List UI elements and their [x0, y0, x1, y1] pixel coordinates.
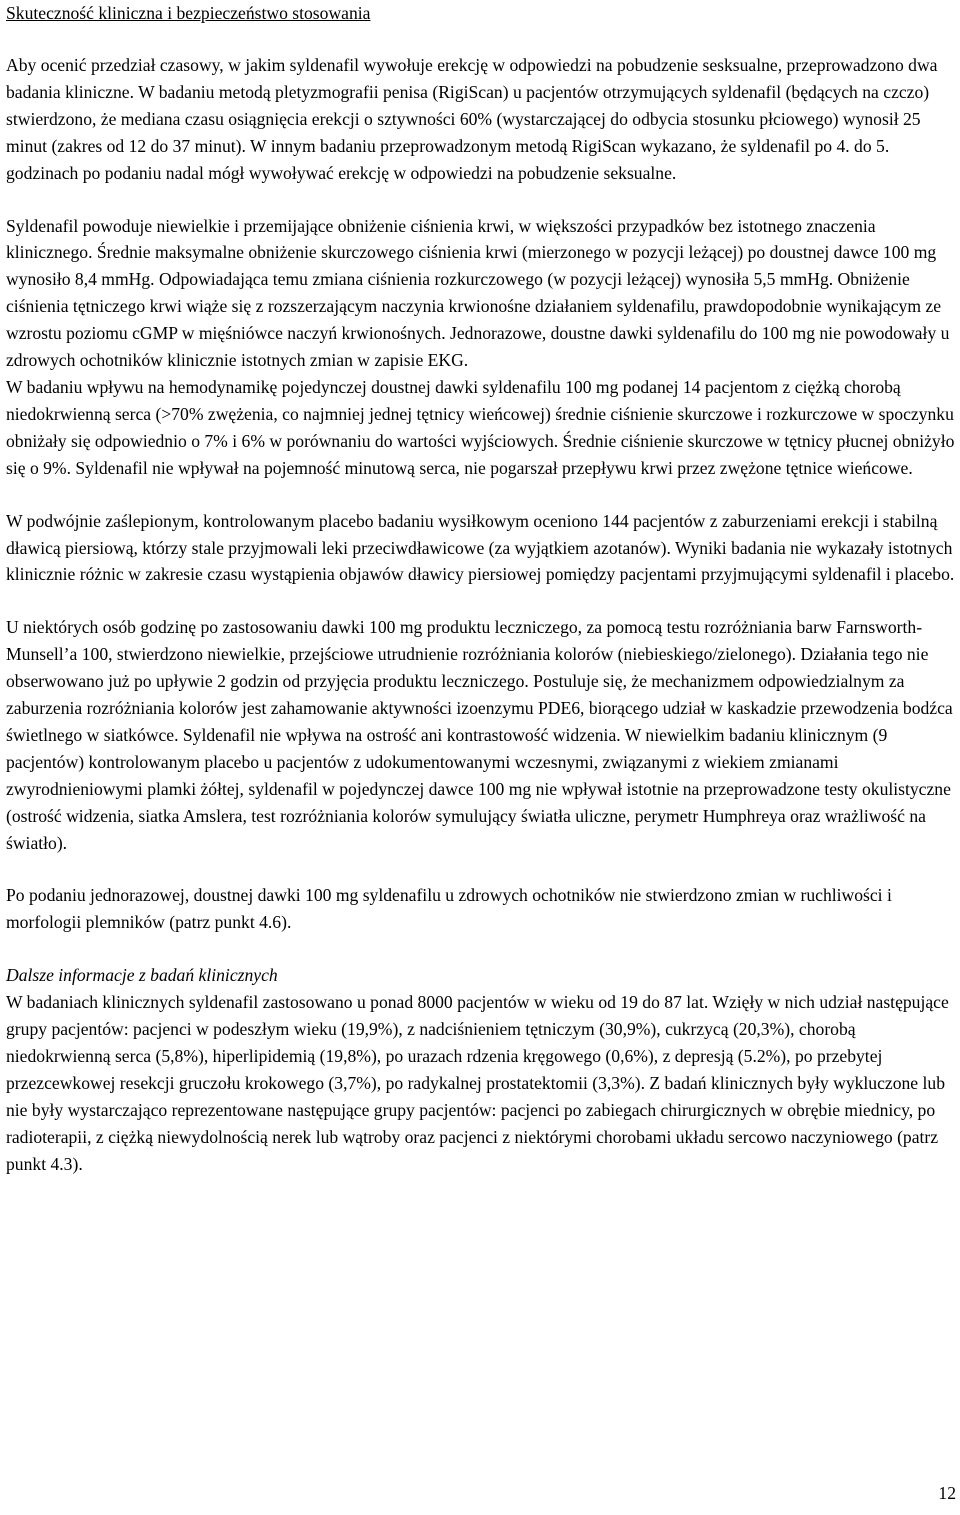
paragraph-angina-study: W podwójnie zaślepionym, kontrolowanym placebo badaniu wysiłkowym oceniono 144 pacjentów z zaburzeniami erekcji i stabilną dławicą piersiową, którzy stale przyjmowali leki przeciwdławicowe (za wyjątkiem azotanów). Wyniki badania nie wykazały istotnych klinicznie różnic w zakresie czasu wystąpienia objawów dławicy piersiowej pomiędzy pacjentami przyjmującymi syldenafil i placebo.: [6, 510, 955, 585]
paragraph-color-vision: U niektórych osób godzinę po zastosowaniu dawki 100 mg produktu leczniczego, za pomocą testu rozróżniania barw Farnsworth-Munsell’a 100, stwierdzono niewielkie, przejściowe utrudnienie rozróżniania kolorów (niebieskiego/zielonego). Działania tego nie obserwowano już po upływie 2 godzin od przyjęcia produktu leczniczego. Postuluje się, że mechanizmem odpowiedzialnym za zaburzenia rozróżniania kolorów jest zahamowanie aktywności izoenzymu PDE6, biorącego udział w kaskadzie przewodzenia bodźca świetlnego w siatkówce. Syldenafil nie wpływa na ostrość ani kontrastowość widzenia. W niewielkim badaniu klinicznym (9 pacjentów) kontrolowanym placebo u pacjentów z udokumentowanymi wczesnymi, związanymi z wiekiem zmianami zwyrodnieniowymi plamki żółtej, syldenafil w pojedynczej dawce 100 mg nie wpływał istotnie na przeprowadzone testy okulistyczne (ostrość widzenia, siatka Amslera, test rozróżniania kolorów symulujący światła uliczne, perymetr Humphreya oraz wrażliwość na światło).: [6, 617, 953, 853]
spacer: [6, 936, 956, 962]
spacer: [6, 856, 956, 882]
paragraph-hemodynamics: W badaniu wpływu na hemodynamikę pojedynczej doustnej dawki syldenafilu 100 mg podanej 14 pacjentom z ciężką chorobą niedokrwienną serca (>70% zwężenia, co najmniej jednej tętnicy wieńcowej) średnie ciśnienie skurczowe i rozkurczowe w spoczynku obniżały się odpowiednio o 7% i 6% w porównaniu do wartości wyjściowych. Średnie ciśnienie skurczowe w tętnicy płucnej obniżyło się o 9%. Syldenafil nie wpływał na pojemność minutową serca, nie pogarszał przepływu krwi przez zwężone tętnice wieńcowe.: [6, 376, 955, 478]
document-page: [6, 0, 956, 1178]
page-number: 12: [938, 1483, 956, 1503]
paragraph-sperm: Po podaniu jednorazowej, doustnej dawki 100 mg syldenafilu u zdrowych ochotników nie stwierdzono zmian w ruchliwości i morfologii plemników (patrz punkt 4.6).: [6, 885, 892, 933]
paragraph-erection-timing: Aby ocenić przedział czasowy, w jakim syldenafil wywołuje erekcję w odpowiedzi na pobudzenie sesksualne, przeprowadzono dwa badania kliniczne. W badaniu metodą pletyzmografii penisa (RigiScan) u pacjentów otrzymujących syldenafil (będących na czczo) stwierdzono, że mediana czasu osiągnięcia erekcji o sztywności 60% (wystarczającej do odbycia stosunku płciowego) wynosił 25 minut (zakres od 12 do 37 minut). W innym badaniu przeprowadzonym metodą RigiScan wykazano, że syldenafil po 4. do 5. godzinach po podaniu nadal mógł wywoływać erekcję w odpowiedzi na pobudzenie seksualne.: [6, 55, 938, 183]
subheading-further-info: Dalsze informacje z badań klinicznych: [6, 965, 278, 986]
spacer: [6, 26, 956, 52]
paragraph-clinical-population: W badaniach klinicznych syldenafil zastosowano u ponad 8000 pacjentów w wieku od 19 do 87 lat. Wzięły w nich udział następujące grupy pacjentów: pacjenci w podeszłym wieku (19,9%), z nadciśnieniem tętniczym (30,9%), cukrzycą (20,3%), chorobą niedokrwienną serca (5,8%), hiperlipidemią (19,8%), po urazach rdzenia kręgowego (0,6%), z depresją (5.2%), po przebytej przezcewkowej resekcji gruczołu krokowego (3,7%), po radykalnej prostatektomii (3,3%). Z badań klinicznych były wykluczone lub nie były wystarczająco reprezentowane następujące grupy pacjentów: pacjenci po zabiegach chirurgicznych w obrębie miednicy, po radioterapii, z ciężką niewydolnością nerek lub wątroby oraz pacjenci z niektórymi chorobami układu sercowo naczyniowego (patrz punkt 4.3).: [6, 992, 949, 1174]
section-heading: Skuteczność kliniczna i bezpieczeństwo stosowania: [6, 3, 371, 23]
paragraph-blood-pressure: Syldenafil powoduje niewielkie i przemijające obniżenie ciśnienia krwi, w większości przypadków bez istotnego znaczenia klinicznego. Średnie maksymalne obniżenie skurczowego ciśnienia krwi (mierzonego w pozycji leżącej) po doustnej dawce 100 mg wynosiło 8,4 mmHg. Odpowiadająca temu zmiana ciśnienia rozkurczowego (w pozycji leżącej) wynosiła 5,5 mmHg. Obniżenie ciśnienia tętniczego krwi wiąże się z rozszerzającym naczynia krwionośne działaniem syldenafilu, prawdopodobnie wynikającym ze wzrostu poziomu cGMP w mięśniówce naczyń krwionośnych. Jednorazowe, doustne dawki syldenafilu do 100 mg nie powodowały u zdrowych ochotników klinicznie istotnych zmian w zapisie EKG.: [6, 215, 950, 371]
spacer: [6, 482, 956, 508]
spacer: [6, 187, 956, 213]
spacer: [6, 588, 956, 614]
